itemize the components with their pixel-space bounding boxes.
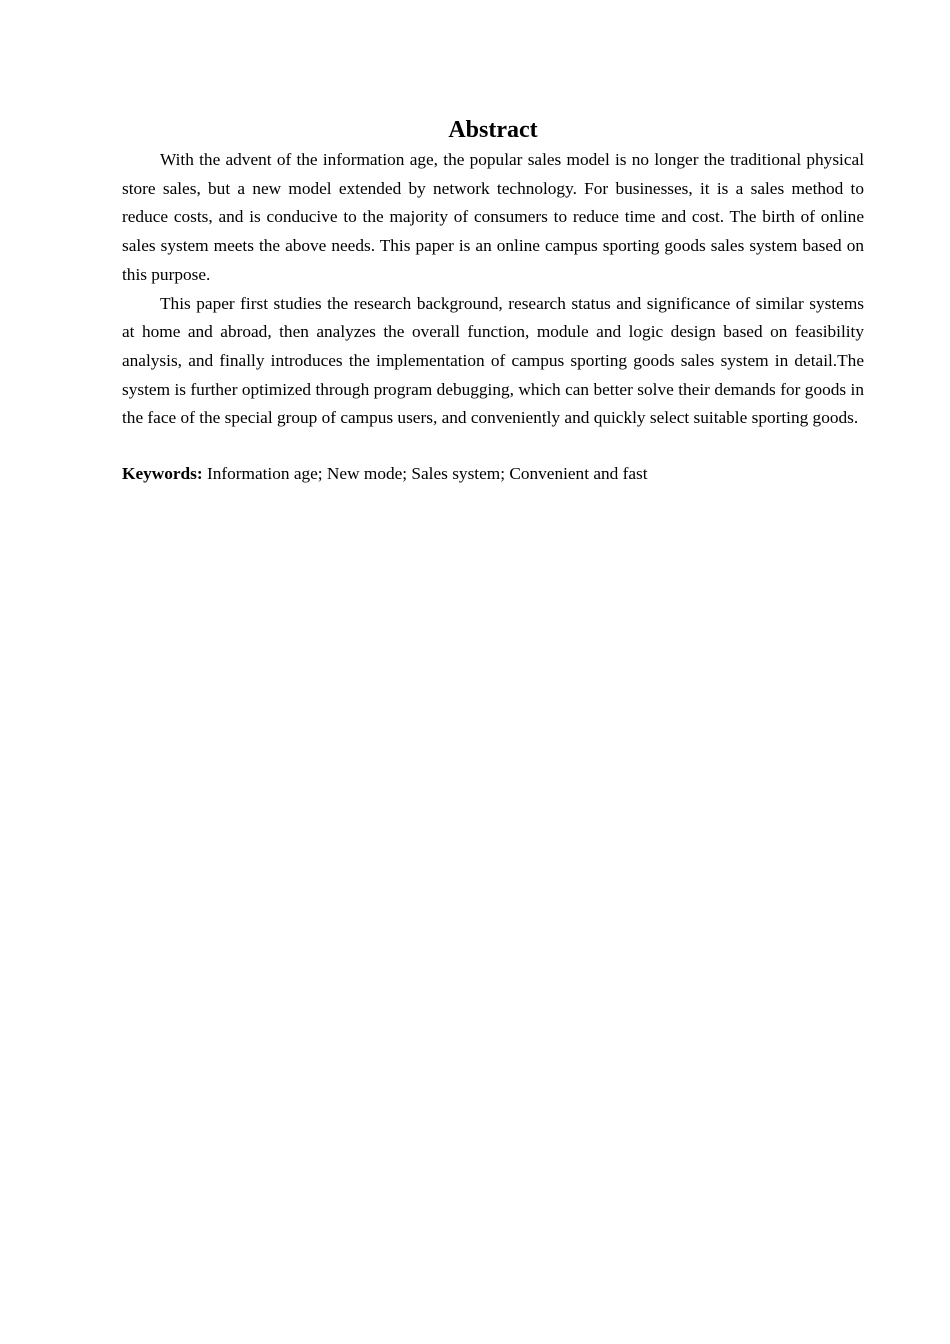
abstract-paragraph-1: With the advent of the information age, the popular sales model is no longer the traditional physical store sales, but a new model extended by network technology. For businesses, it is a sales method to reduce costs, and is conducive to the majority of consumers to reduce time and cost. The birth of online sales system meets the above needs. This paper is an online campus sporting goods sales system based on this purpose. [122,150,864,284]
keywords-text: Information age; New mode; Sales system; Convenient and fast [206,464,648,484]
abstract-section [122,114,864,489]
keywords-line [122,460,864,489]
keywords-label: Keywords: [122,464,203,484]
abstract-paragraph-2: This paper first studies the research background, research status and significance of similar systems at home and abroad, then analyzes the overall function, module and logic design based on feasibility analysis, and finally introduces the implementation of campus sporting goods sales system in detail.The system is further optimized through program debugging, which can better solve their demands for goods in the face of the special group of campus users, and conveniently and quickly select suitable sporting goods. [122,293,864,428]
abstract-title: Abstract [448,117,538,143]
